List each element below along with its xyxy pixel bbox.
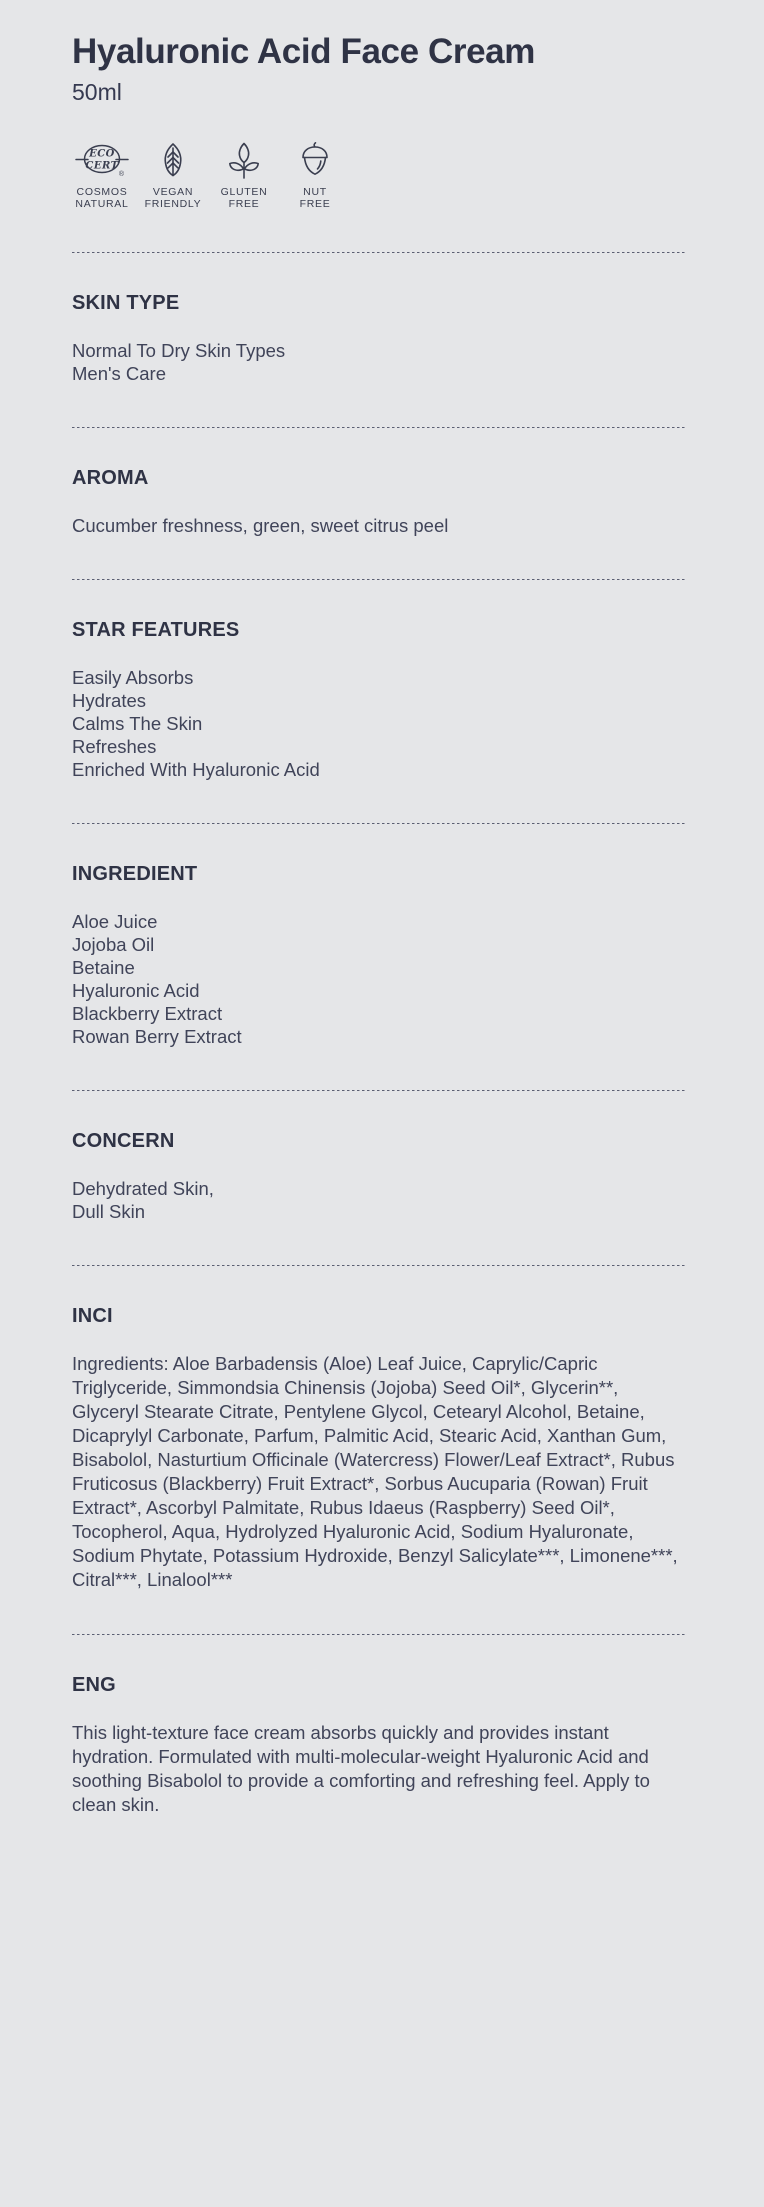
badge-label: VEGAN FRIENDLY <box>144 186 202 210</box>
inci-paragraph: Ingredients: Aloe Barbadensis (Aloe) Leaf Juice, Caprylic/Capric Triglyceride, Simmondsia Chinensis (Jojoba) Seed Oil*, Glycerin**, Glyceryl Stearate Citrate, Pentylene Glycol, Cetearyl Alcohol, Betaine, Dicaprylyl Carbonate, Parfum, Palmitic Acid, Stearic Acid, Xanthan Gum, Bisabolol, Nasturtium Officinale (Watercress) Flower/Leaf Extract*, Rubus Fruticosus (Blackberry) Fruit Extract*, Sorbus Aucuparia (Rowan) Fruit Extract*, Ascorbyl Palmitate, Rubus Idaeus (Raspberry) Seed Oil*, Tocopherol, Aqua, Hydrolyzed Hyaluronic Acid, Sodium Hyaluronate, Sodium Phytate, Potassium Hydroxide, Benzyl Salicylate***, Limonene***, Citral***, Linalool*** <box>72 1353 678 1590</box>
section-line: Refreshes <box>72 736 157 757</box>
section-line: Calms The Skin <box>72 713 203 734</box>
section-line: Dull Skin <box>72 1201 145 1222</box>
section-line: Enriched With Hyaluronic Acid <box>72 759 320 780</box>
section-aroma <box>72 428 685 537</box>
section-body <box>72 339 685 385</box>
section-ingredient <box>72 824 685 1048</box>
section-line: Aloe Juice <box>72 911 158 932</box>
section-body <box>72 666 685 781</box>
badge-label: NUT FREE <box>299 186 331 210</box>
section-body <box>72 1177 685 1223</box>
section-line: Men's Care <box>72 363 167 384</box>
nut-acorn-icon <box>295 139 335 181</box>
section-line: Cucumber freshness, green, sweet citrus peel <box>72 515 449 536</box>
section-line: Dehydrated Skin, <box>72 1178 214 1199</box>
page-title: Hyaluronic Acid Face Cream <box>72 32 535 71</box>
section-heading: AROMA <box>72 467 149 489</box>
section-heading: CONCERN <box>72 1130 175 1152</box>
section-star-features <box>72 580 685 781</box>
vegan-leaf-icon <box>153 139 193 181</box>
certification-badges <box>69 139 685 210</box>
section-body <box>72 514 685 537</box>
section-line: Rowan Berry Extract <box>72 1026 242 1047</box>
section-body <box>72 910 685 1048</box>
section-line: Blackberry Extract <box>72 1003 223 1024</box>
section-line: Hydrates <box>72 690 147 711</box>
section-eng <box>72 1635 685 1817</box>
ecocert-logo-icon <box>73 139 131 181</box>
section-concern <box>72 1091 685 1223</box>
registered-mark: ® <box>118 171 125 178</box>
badge-vegan-friendly <box>140 139 206 210</box>
section-line: Betaine <box>72 957 135 978</box>
section-inci <box>72 1266 685 1592</box>
gluten-sprout-icon <box>224 139 264 181</box>
ecocert-text-top: ECO <box>89 148 115 160</box>
product-volume: 50ml <box>72 79 122 105</box>
section-heading: INCI <box>72 1305 113 1327</box>
badge-cosmos-natural <box>69 139 135 210</box>
section-heading: ENG <box>72 1674 116 1696</box>
badge-label: COSMOS NATURAL <box>75 186 129 210</box>
section-line: Normal To Dry Skin Types <box>72 340 286 361</box>
eng-paragraph: This light-texture face cream absorbs quickly and provides instant hydration. Formulated with multi-molecular-weight Hyaluronic Acid and soothing Bisabolol to provide a comforting and refreshing feel. Apply to clean skin. <box>72 1722 650 1815</box>
section-heading: SKIN TYPE <box>72 292 180 314</box>
badge-nut-free <box>282 139 348 210</box>
section-skin-type <box>72 253 685 385</box>
badge-gluten-free <box>211 139 277 210</box>
section-heading: INGREDIENT <box>72 863 198 885</box>
section-heading: STAR FEATURES <box>72 619 240 641</box>
ecocert-text-bottom: CERT <box>85 160 119 172</box>
badge-label: GLUTEN FREE <box>220 186 268 210</box>
section-line: Jojoba Oil <box>72 934 155 955</box>
section-line: Easily Absorbs <box>72 667 194 688</box>
section-line: Hyaluronic Acid <box>72 980 200 1001</box>
